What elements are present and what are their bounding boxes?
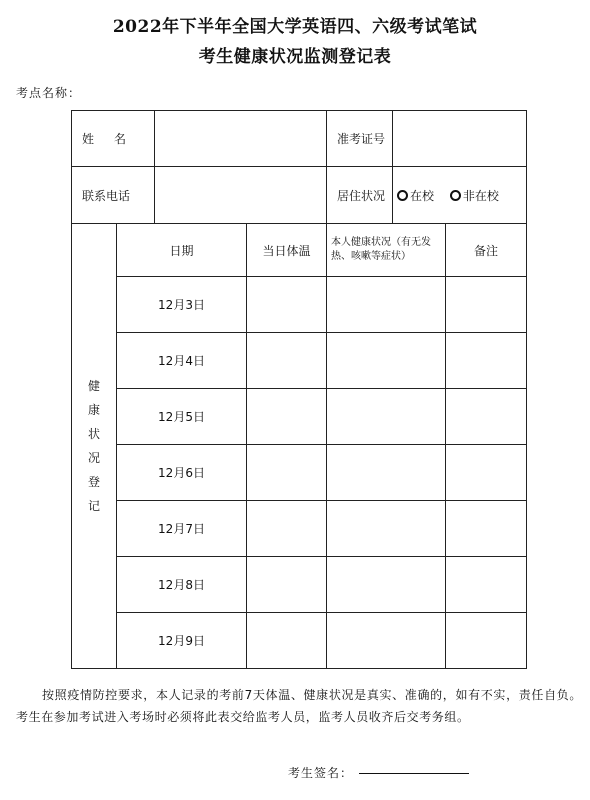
remarks-cell[interactable] [446,613,527,669]
radio-circle-icon [450,190,461,201]
table-row [72,389,527,445]
temperature-cell[interactable] [247,501,327,557]
condition-cell[interactable] [327,613,446,669]
condition-cell[interactable] [327,501,446,557]
remarks-cell[interactable] [446,501,527,557]
date-header: 日期 [117,224,247,277]
admission-number-field[interactable] [393,111,527,167]
commitment-note: 按照疫情防控要求，本人记录的考前7天体温、健康状况是真实、准确的，如有不实，责任自负。考生在参加考试进入考场时必须将此表交给监考人员，监考人员收齐后交考务组。 [16,688,582,724]
temperature-cell[interactable] [247,389,327,445]
temperature-header: 当日体温 [247,224,327,277]
phone-label: 联系电话 [72,167,155,224]
signature-row [288,764,469,781]
option-on-campus-label: 在校 [410,188,435,203]
section-char: 康 [87,403,100,417]
remarks-cell[interactable] [446,557,527,613]
temperature-cell[interactable] [247,445,327,501]
residence-label: 居住状况 [327,167,393,224]
form-title-line1: 2022年下半年全国大学英语四、六级考试笔试 [112,17,478,37]
condition-cell[interactable] [327,445,446,501]
section-char: 登 [87,475,100,489]
temperature-cell[interactable] [247,613,327,669]
signature-label: 考生签名： [288,766,354,780]
condition-cell[interactable] [327,277,446,333]
condition-cell[interactable] [327,389,446,445]
residence-options [393,167,527,224]
health-section-label [72,224,117,669]
date-cell: 12月3日 [117,277,247,333]
option-off-campus[interactable] [450,187,499,204]
section-char: 健 [87,379,100,393]
remarks-header: 备注 [446,224,527,277]
section-char: 状 [87,427,100,441]
table-row [72,445,527,501]
condition-cell[interactable] [327,557,446,613]
option-off-campus-label: 非在校 [462,188,499,203]
date-cell: 12月6日 [117,445,247,501]
date-cell: 12月5日 [117,389,247,445]
table-row [72,277,527,333]
radio-circle-icon [397,190,408,201]
condition-cell[interactable] [327,333,446,389]
remarks-cell[interactable] [446,445,527,501]
temperature-cell[interactable] [247,277,327,333]
date-cell: 12月8日 [117,557,247,613]
temperature-cell[interactable] [247,557,327,613]
section-char: 记 [87,499,100,513]
table-row [72,333,527,389]
table-row [72,501,527,557]
exam-site-label: 考点名称： [16,86,82,100]
option-on-campus[interactable] [397,187,434,204]
form-title-line2: 考生健康状况监测登记表 [198,47,392,67]
remarks-cell[interactable] [446,277,527,333]
name-label: 姓名 [72,111,155,167]
signature-line[interactable] [359,773,469,774]
remarks-cell[interactable] [446,389,527,445]
admission-number-label: 准考证号 [327,111,393,167]
name-field[interactable] [155,111,327,167]
health-registration-table [71,110,527,669]
section-char: 况 [87,451,100,465]
phone-field[interactable] [155,167,327,224]
temperature-cell[interactable] [247,333,327,389]
date-cell: 12月9日 [117,613,247,669]
table-row [72,613,527,669]
table-row [72,557,527,613]
date-cell: 12月7日 [117,501,247,557]
date-cell: 12月4日 [117,333,247,389]
remarks-cell[interactable] [446,333,527,389]
condition-header: 本人健康状况（有无发热、咳嗽等症状） [327,224,446,277]
